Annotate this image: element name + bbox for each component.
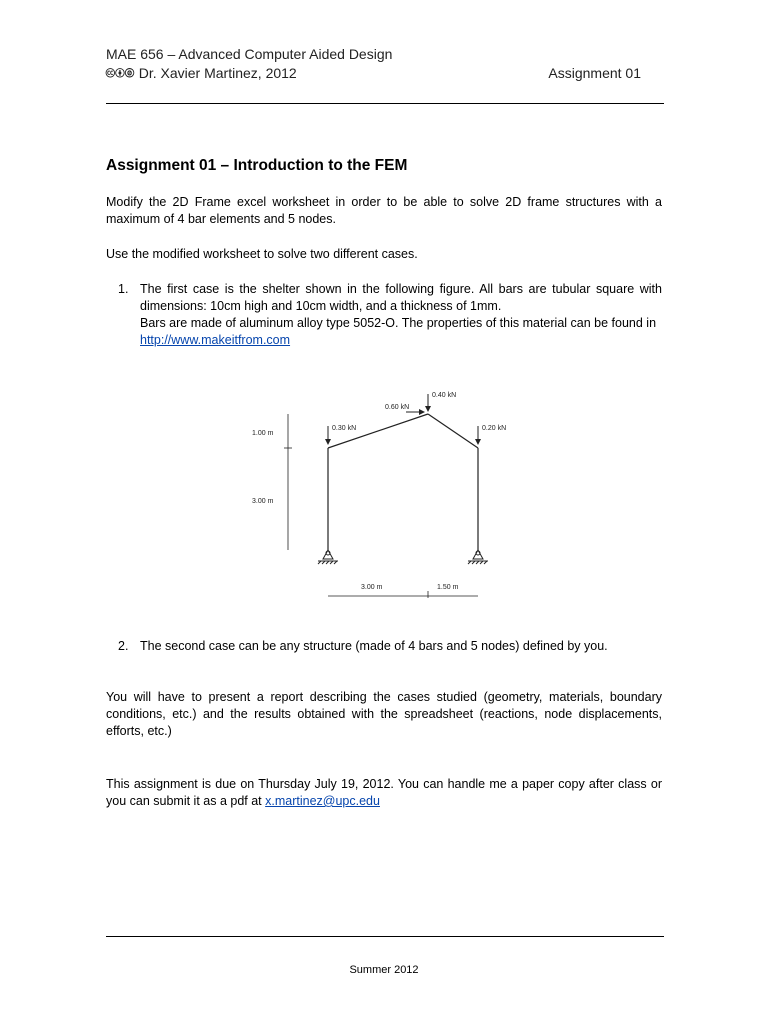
- material-link[interactable]: http://www.makeitfrom.com: [140, 333, 291, 347]
- left-support: [318, 550, 338, 564]
- dim-label-right: 1.50 m: [437, 584, 459, 591]
- load-label-horizontal: 0.60 kN: [385, 404, 410, 411]
- author-name: Dr. Xavier Martinez, 2012: [138, 65, 297, 81]
- author-line: [106, 65, 297, 83]
- frame-structure: [328, 414, 478, 550]
- list-number: 2.: [118, 639, 129, 653]
- list-text-material: Bars are made of aluminum alloy type 5052-O. The properties of this material can be found in: [140, 316, 657, 330]
- load-label-apex: 0.40 kN: [432, 392, 457, 399]
- header-divider: [106, 103, 664, 104]
- list-text: The second case can be any structure (made of 4 bars and 5 nodes) defined by you.: [140, 639, 608, 653]
- footer-divider: [106, 936, 664, 937]
- right-support: [468, 550, 488, 564]
- assignment-label: Assignment 01: [548, 65, 641, 81]
- page-title: Assignment 01 – Introduction to the FEM: [106, 157, 408, 174]
- license-icons: 🅭🅯🄍: [106, 65, 135, 81]
- dim-label-left: 3.00 m: [361, 584, 383, 591]
- load-label-left: 0.30 kN: [332, 425, 357, 432]
- frame-figure: [240, 378, 530, 598]
- horizontal-dimension: [328, 591, 478, 598]
- list-number: 1.: [118, 282, 129, 296]
- dim-label-upper: 1.00 m: [252, 430, 274, 437]
- vertical-dimension: [284, 414, 292, 550]
- use-paragraph: Use the modified worksheet to solve two different cases.: [106, 247, 418, 261]
- course-title: MAE 656 – Advanced Computer Aided Design: [106, 46, 393, 62]
- footer: Summer 2012: [349, 964, 419, 976]
- due-text: This assignment is due on Thursday July 19, 2012. You can handle me a paper copy after class or you can submit it as a pdf at: [106, 777, 662, 808]
- list-text: The first case is the shelter shown in the following figure. All bars are tubular square with dimensions: 10cm high and 10cm width, and a thickness of 1mm.: [140, 282, 662, 313]
- intro-paragraph: Modify the 2D Frame excel worksheet in order to be able to solve 2D frame structures with a maximum of 4 bar elements and 5 nodes.: [106, 195, 662, 226]
- load-label-right: 0.20 kN: [482, 425, 507, 432]
- email-link[interactable]: x.martinez@upc.edu: [265, 794, 380, 808]
- report-paragraph: You will have to present a report describing the cases studied (geometry, materials, boundary conditions, etc.) and the results obtained with the spreadsheet (reactions, node displacements, efforts, etc.): [106, 690, 662, 738]
- dim-label-lower: 3.00 m: [252, 498, 274, 505]
- due-paragraph: [106, 776, 662, 810]
